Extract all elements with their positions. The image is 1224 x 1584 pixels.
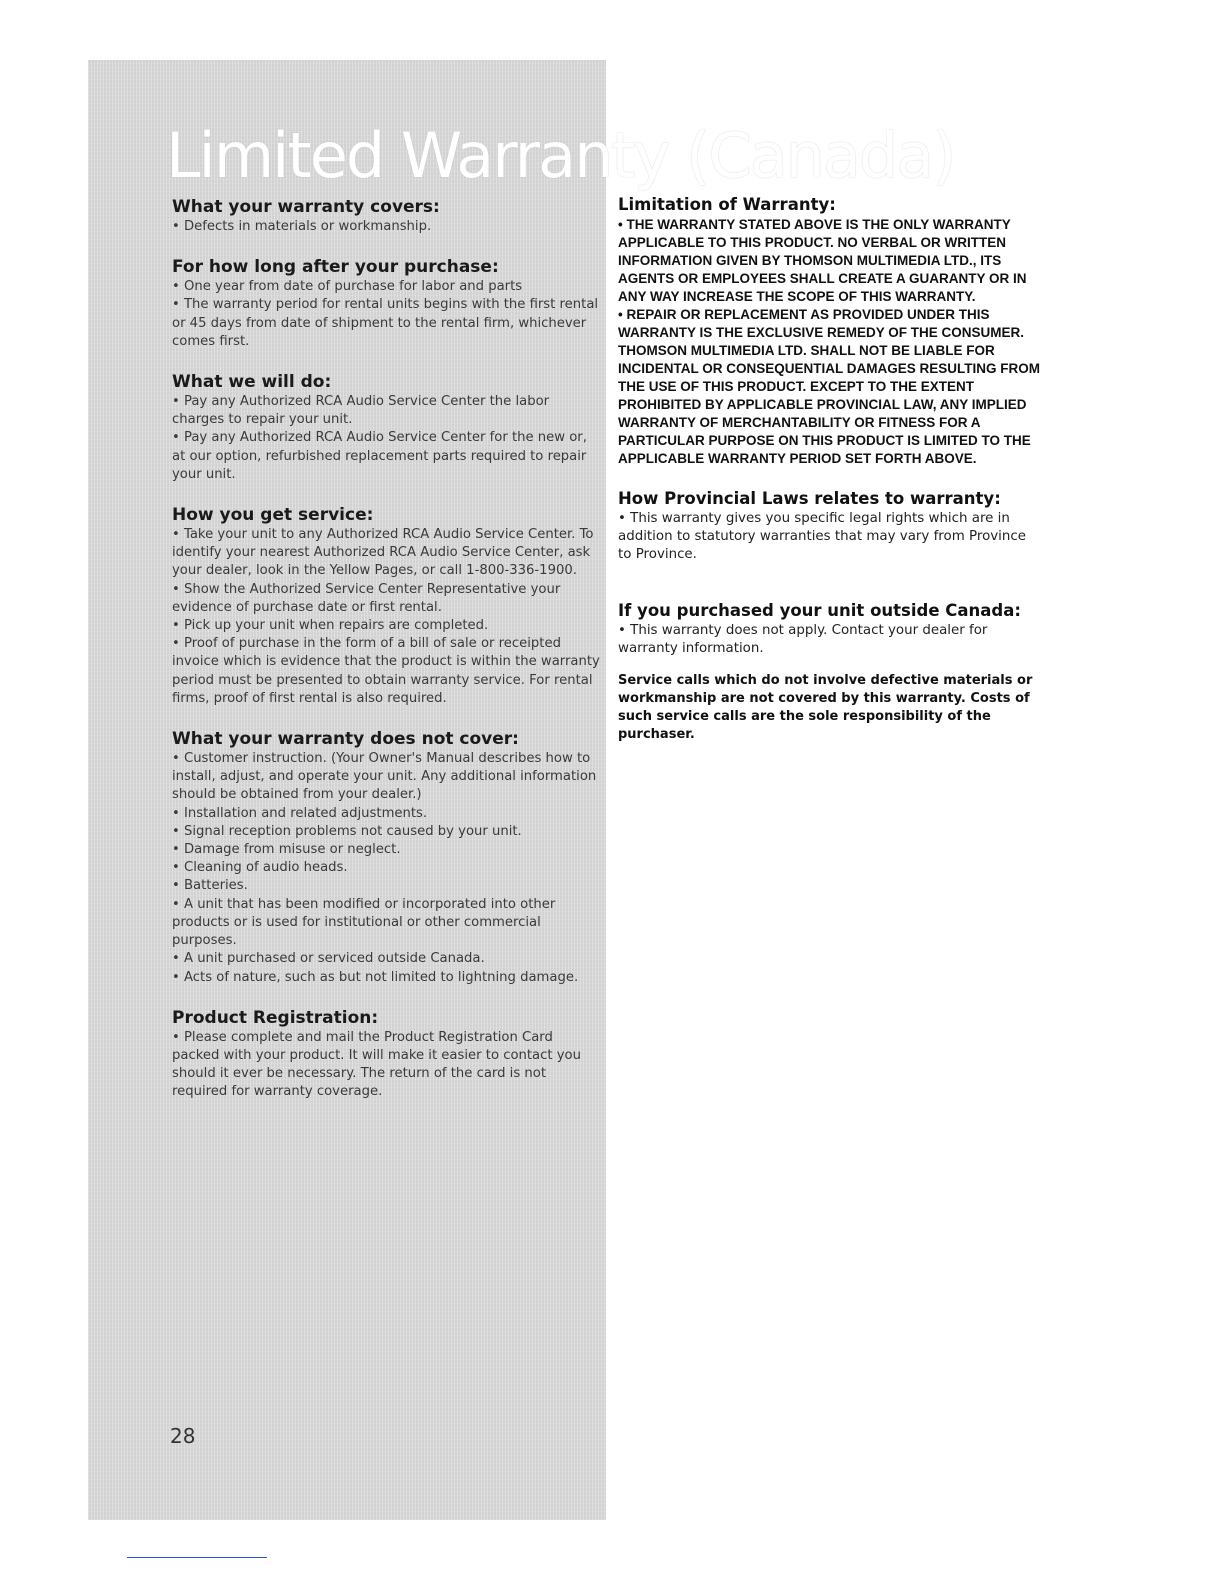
section-heading: If you purchased your unit outside Canada: xyxy=(618,601,1021,620)
list-item: • Damage from misuse or neglect. xyxy=(172,841,600,859)
warranty-section xyxy=(172,728,600,987)
list-item: • This warranty gives you specific legal rights which are in addition to statutory warranties that may vary from Province to Province. xyxy=(618,510,1042,564)
section-heading: Product Registration: xyxy=(172,1007,379,1028)
list-item: • Take your unit to any Authorized RCA Audio Service Center. To identify your nearest Authorized RCA Audio Service Center, ask your dealer, look in the Yellow Pages, or call 1-800-336-1900. xyxy=(172,526,600,581)
provincial-section xyxy=(618,488,1042,564)
list-item: • Show the Authorized Service Center Representative your evidence of purchase date or first rental. xyxy=(172,581,600,617)
list-item: • Proof of purchase in the form of a bill of sale or receipted invoice which is evidence that the product is within the warranty period must be presented to obtain warranty service. For rental firms, proof of first rental is also required. xyxy=(172,635,600,708)
list-item: • Signal reception problems not caused by your unit. xyxy=(172,823,600,841)
section-heading: What we will do: xyxy=(172,372,332,393)
section-heading: Limitation of Warranty: xyxy=(618,195,836,214)
list-item: • One year from date of purchase for labor and parts xyxy=(172,278,600,296)
section-heading: For how long after your purchase: xyxy=(172,257,499,278)
right-column xyxy=(618,194,1042,764)
section-heading: What your warranty does not cover: xyxy=(172,729,519,750)
page-number: 28 xyxy=(170,1424,196,1448)
list-item: • Cleaning of audio heads. xyxy=(172,859,600,877)
warranty-section xyxy=(172,504,600,708)
warranty-section xyxy=(172,256,600,351)
left-content xyxy=(172,196,600,1122)
footer-rule xyxy=(127,1557,267,1558)
list-item: • Defects in materials or workmanship. xyxy=(172,218,600,236)
outside-canada-section xyxy=(618,600,1042,744)
list-item: • The warranty period for rental units begins with the first rental or 45 days from date of shipment to the rental firm, whichever comes first. xyxy=(172,296,600,351)
limitation-section xyxy=(618,194,1042,468)
list-item: • Pay any Authorized RCA Audio Service Center for the new or, at our option, refurbished replacement parts required to repair your unit. xyxy=(172,429,600,484)
warranty-section xyxy=(172,196,600,236)
section-heading: What your warranty covers: xyxy=(172,197,440,217)
list-item: • Installation and related adjustments. xyxy=(172,805,600,823)
section-heading: How Provincial Laws relates to warranty: xyxy=(618,489,1001,508)
warranty-section xyxy=(172,371,600,484)
list-item: • Pay any Authorized RCA Audio Service Center the labor charges to repair your unit. xyxy=(172,393,600,429)
list-item: • A unit purchased or serviced outside Canada. xyxy=(172,950,600,968)
warranty-section xyxy=(172,1007,600,1102)
list-item: • Pick up your unit when repairs are completed. xyxy=(172,617,600,635)
list-item: • A unit that has been modified or incorporated into other products or is used for institutional or other commercial purposes. xyxy=(172,896,600,951)
page-title: Limited Warranty (Canada) xyxy=(166,119,955,192)
list-item: • Batteries. xyxy=(172,877,600,895)
closing-note: Service calls which do not involve defective materials or workmanship are not covered by this warranty. Costs of such service calls are the sole responsibility of the purchaser. xyxy=(618,673,1033,742)
list-item: • Acts of nature, such as but not limited to lightning damage. xyxy=(172,969,600,987)
list-item: • Customer instruction. (Your Owner's Manual describes how to install, adjust, and operate your unit. Any additional information should be obtained from your dealer.) xyxy=(172,750,600,805)
list-item: • This warranty does not apply. Contact your dealer for warranty information. xyxy=(618,622,1042,658)
section-heading: How you get service: xyxy=(172,505,374,526)
list-item: • THE WARRANTY STATED ABOVE IS THE ONLY WARRANTY APPLICABLE TO THIS PRODUCT. NO VERBAL OR WRITTEN INFORMATION GIVEN BY THOMSON MULTIMEDIA LTD., ITS AGENTS OR EMPLOYEES SHALL CREATE A GUARANTY OR IN ANY WAY INCREASE THE SCOPE OF THIS WARRANTY. xyxy=(618,216,1042,306)
list-item: • Please complete and mail the Product Registration Card packed with your product. It will make it easier to contact you should it ever be necessary. The return of the card is not required for warranty coverage. xyxy=(172,1029,600,1102)
list-item: • REPAIR OR REPLACEMENT AS PROVIDED UNDER THIS WARRANTY IS THE EXCLUSIVE REMEDY OF THE CONSUMER. THOMSON MULTIMEDIA LTD. SHALL NOT BE LIABLE FOR INCIDENTAL OR CONSEQUENTIAL DAMAGES RESULTING FROM THE USE OF THIS PRODUCT. EXCEPT TO THE EXTENT PROHIBITED BY APPLICABLE PROVINCIAL LAW, ANY IMPLIED WARRANTY OF MERCHANTABILITY OR FITNESS FOR A PARTICULAR PURPOSE ON THIS PRODUCT IS LIMITED TO THE APPLICABLE WARRANTY PERIOD SET FORTH ABOVE. xyxy=(618,306,1042,468)
